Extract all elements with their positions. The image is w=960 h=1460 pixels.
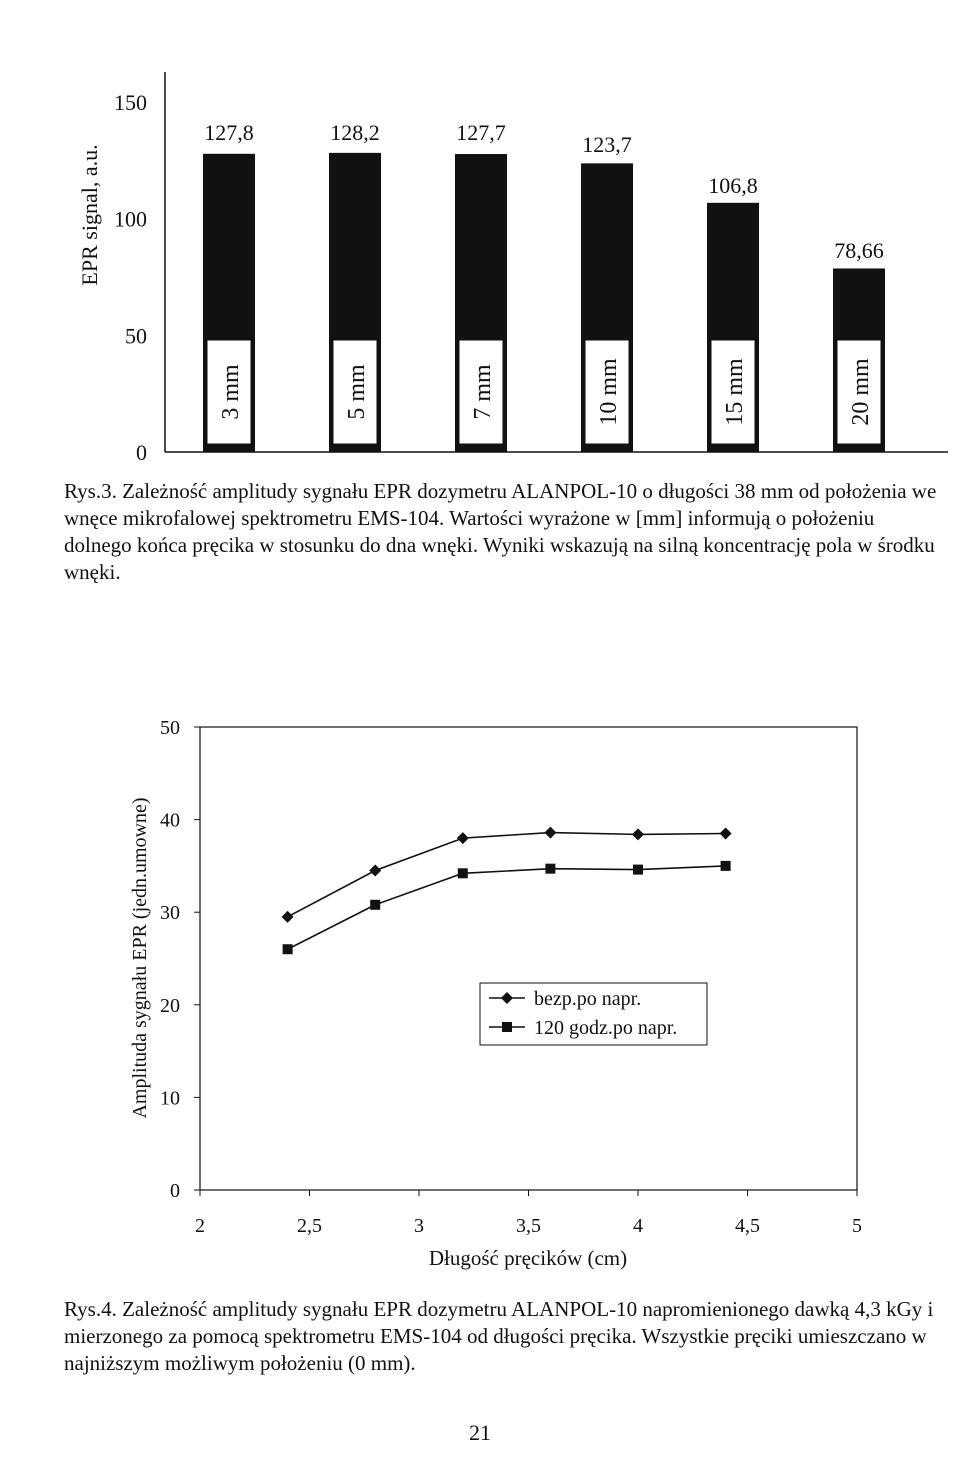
x-tick-label: 2 [195,1215,205,1237]
legend-label: bezp.po napr. [534,988,642,1010]
data-point-square [545,864,555,874]
figure-4-caption: Rys.4. Zależność amplitudy sygnału EPR dozymetru ALANPOL-10 napromienionego dawką 4,3 kGy i mierzonego za pomocą spektrometru EMS-104 od długości pręcika. Wszystkie pręciki umieszczano w najniższym możliwym położeniu (0 mm). [64,1297,934,1375]
bar-value-label: 127,8 [204,120,254,145]
bar-category-label: 3 mm [218,364,244,420]
series-line [288,866,726,949]
bar-value-label: 123,7 [582,132,632,157]
data-point-diamond [457,832,469,844]
legend-label: 120 godz.po napr. [534,1017,678,1039]
y-axis-title: Amplituda sygnału EPR (jedn.umowne) [129,797,151,1119]
series-bezp-po-napr [282,827,732,923]
data-point-square [721,861,731,871]
bar-category-label: 20 mm [848,358,874,426]
x-tick-label: 2,5 [297,1215,322,1237]
series-line [288,833,726,917]
data-point-diamond [544,827,556,839]
bar-value-label: 106,8 [708,173,758,198]
data-point-square [458,868,468,878]
legend [480,983,707,1045]
x-tick-label: 3,5 [516,1215,541,1237]
data-point-square [633,865,643,875]
figure-3-caption: Rys.3. Zależność amplitudy sygnału EPR dozymetru ALANPOL-10 o długości 38 mm od położenia we wnęce mikrofalowej spektrometru EMS-104. Wartości wyrażone w [mm] informują o położeniu dolnego końca pręcika w stosunku do dna wnęki. Wyniki wskazują na silną koncentrację pola w środku wnęki. [64,479,937,584]
bar-category-label: 10 mm [596,358,622,426]
x-tick-label: 4,5 [735,1215,760,1237]
bar-value-label: 78,66 [834,238,884,263]
data-point-square [370,900,380,910]
data-point-square [283,944,293,954]
y-tick-label: 0 [170,1180,180,1202]
data-point-square [502,1022,512,1032]
y-tick-label: 150 [114,90,147,115]
data-point-diamond [282,911,294,923]
y-tick-label: 30 [160,902,180,925]
bar-value-label: 127,7 [456,120,506,145]
x-axis-title: Długość pręcików (cm) [428,1246,628,1270]
x-tick-label: 5 [852,1215,862,1237]
y-tick-label: 40 [160,809,180,832]
series-120-godz-po-napr [283,861,731,954]
data-point-diamond [369,865,381,877]
y-tick-label: 20 [160,994,180,1017]
y-tick-label: 50 [125,323,147,349]
bar-value-label: 128,2 [330,120,380,145]
y-tick-label: 10 [160,1087,180,1110]
y-tick-label: 50 [160,717,180,739]
y-tick-label: 0 [136,440,147,465]
data-point-diamond [720,827,732,839]
bar-category-label: 7 mm [470,364,496,420]
x-tick-label: 4 [633,1215,643,1237]
bar-category-label: 15 mm [722,358,748,426]
data-point-diamond [632,828,644,840]
x-tick-label: 3 [414,1215,424,1237]
plot-frame [200,727,857,1190]
y-axis-title: EPR signal, a.u. [77,144,102,286]
bar-category-label: 5 mm [344,364,370,420]
y-tick-label: 100 [114,206,147,232]
page-number: 21 [469,1420,491,1445]
